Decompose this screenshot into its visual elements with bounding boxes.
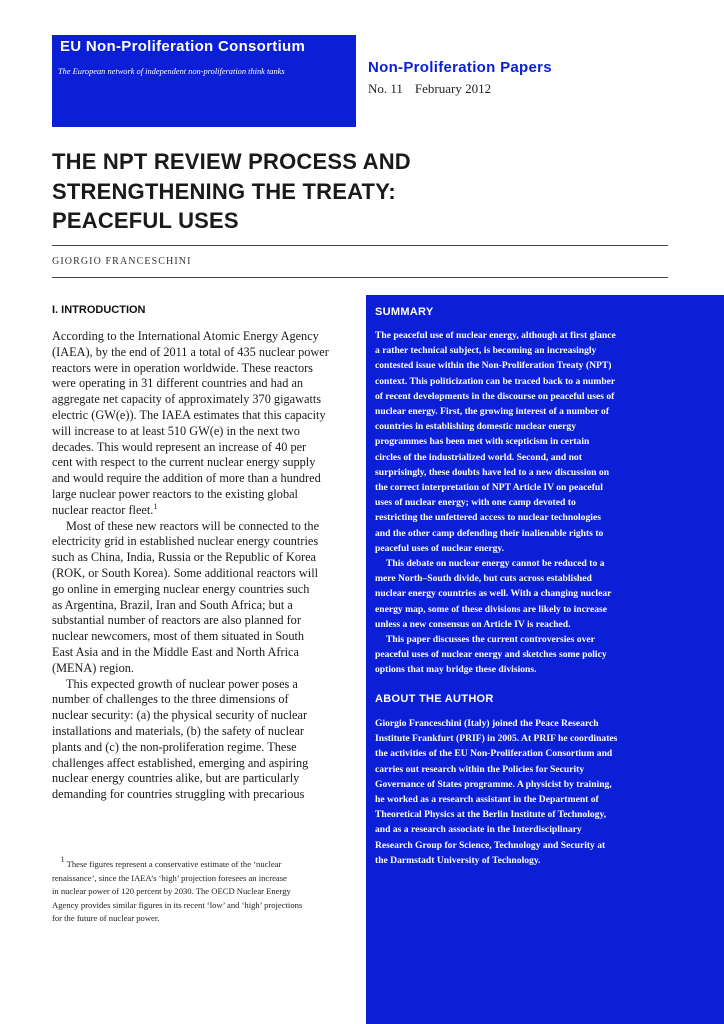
body-line: challenges affect established, emerging and aspiring xyxy=(52,755,309,770)
summary-line: uses of nuclear energy; with one camp devoted to xyxy=(375,497,576,509)
introduction-body xyxy=(52,329,352,803)
body-line: installations and materials, (b) the safety of nuclear xyxy=(52,723,304,738)
body-line: aggregate net capacity of approximately 370 gigawatts xyxy=(52,392,322,407)
series-title: Non-Proliferation Papers xyxy=(368,59,552,76)
footnote-line: for the future of nuclear power. xyxy=(52,913,160,924)
summary-line: of recent developments in the discourse on peaceful uses of xyxy=(375,390,615,402)
body-line: cent with respect to the current nuclear energy supply xyxy=(52,455,316,470)
summary-line: peaceful uses of nuclear energy. xyxy=(375,542,505,554)
body-line: and would require the addition of more than a hundred xyxy=(52,471,321,486)
about-line: Giorgio Franceschini (Italy) joined the Peace Research xyxy=(375,718,599,729)
title-line: STRENGTHENING THE TREATY: xyxy=(52,178,396,204)
summary-heading: SUMMARY xyxy=(375,306,434,318)
body-line: will increase to at least 510 GW(e) in the next two xyxy=(52,423,300,438)
summary-line: energy map, some of these divisions are likely to increase xyxy=(375,603,608,615)
body-line: go online in emerging nuclear energy countries such xyxy=(52,581,310,596)
body-line: (MENA) region. xyxy=(52,660,134,675)
about-author-heading: ABOUT THE AUTHOR xyxy=(375,693,494,705)
body-line: nuclear security: (a) the physical security of nuclear xyxy=(52,708,308,723)
title-line: PEACEFUL USES xyxy=(52,208,239,233)
summary-line: The peaceful use of nuclear energy, although at first glance xyxy=(375,330,616,341)
summary-line: This debate on nuclear energy cannot be reduced to a xyxy=(386,558,605,570)
about-line: Theoretical Physics at the Berlin Institute of Technology, xyxy=(375,809,607,821)
footnote-reference: 1 xyxy=(153,501,158,511)
footnote-line: Agency provides similar figures in its recent ‘low’ and ‘high’ projections xyxy=(52,899,303,910)
summary-line: context. This politicization can be traced back to a number xyxy=(375,375,616,387)
consortium-name: EU Non-Proliferation Consortium xyxy=(60,38,306,55)
footnote-line xyxy=(52,855,352,872)
summary-line: programmes has been met with scepticism in certain xyxy=(375,436,590,448)
body-line: According to the International Atomic Energy Agency xyxy=(52,329,319,343)
summary-line: the correct interpretation of NPT Article IV on peaceful xyxy=(375,482,603,494)
summary-line: contested issue within the Non-Proliferation Treaty (NPT) xyxy=(375,360,612,372)
summary-line: nuclear energy. First, the growing interest of a number of xyxy=(375,406,610,418)
body-line: were operating in 31 different countries and had an xyxy=(52,376,304,391)
body-line: nuclear energy countries alike, but are particularly xyxy=(52,771,300,786)
summary-line: nuclear energy countries as well. With a changing nuclear xyxy=(375,588,612,600)
summary-panel xyxy=(366,295,724,1024)
summary-body xyxy=(375,328,715,678)
summary-line: peaceful uses of nuclear energy and sketches some policy xyxy=(375,649,607,661)
about-line: carries out research within the Policies for Security xyxy=(375,763,585,775)
body-line: Most of these new reactors will be connected to the xyxy=(66,518,320,533)
summary-line: circles of the industrialized world. Second, and not xyxy=(375,451,582,463)
body-line: such as China, India, Russia or the Republic of Korea xyxy=(52,550,316,565)
summary-line: and the other camp defending their inalienable rights to xyxy=(375,527,604,539)
author-name: GIORGIO FRANCESCHINI xyxy=(52,256,192,267)
consortium-tagline: The European network of independent non-proliferation think tanks xyxy=(58,67,285,76)
body-line: nuclear newcomers, most of them situated in South xyxy=(52,629,305,644)
body-line: (IAEA), by the end of 2011 a total of 435 nuclear power xyxy=(52,344,329,359)
body-line: East Asia and in the Middle East and North Africa xyxy=(52,644,299,659)
footnote-line: renaissance’, since the IAEA’s ‘high’ projection foresees an increase xyxy=(52,872,287,883)
divider-rule xyxy=(52,245,668,246)
about-line: he worked as a research assistant in the Department of xyxy=(375,794,599,806)
about-author-body xyxy=(375,716,715,868)
divider-rule xyxy=(52,277,668,278)
body-line-text: nuclear reactor fleet. xyxy=(52,502,154,517)
consortium-header-block xyxy=(52,35,356,127)
footnote-line: in nuclear power of 120 percent by 2030. The OECD Nuclear Energy xyxy=(52,886,291,897)
summary-line: countries in establishing domestic nuclear energy xyxy=(375,421,577,433)
footnote xyxy=(52,855,352,926)
document-title xyxy=(52,147,652,236)
title-line: THE NPT REVIEW PROCESS AND xyxy=(52,149,411,174)
body-line: (ROK, or South Korea). Some additional reactors will xyxy=(52,565,319,580)
summary-line: unless a new consensus on Article IV is reached. xyxy=(375,618,571,630)
body-line: plants and (c) the non-proliferation regime. These xyxy=(52,739,297,754)
body-line xyxy=(52,503,352,519)
about-line: the activities of the EU Non-Proliferation Consortium and xyxy=(375,748,613,760)
summary-line: mere North–South divide, but cuts across established xyxy=(375,573,592,585)
body-line: number of challenges to the three dimensions of xyxy=(52,692,289,707)
summary-line: surprisingly, these doubts have led to a new discussion on xyxy=(375,466,610,478)
section-heading: I. INTRODUCTION xyxy=(52,304,146,316)
summary-line: a rather technical subject, is becoming an increasingly xyxy=(375,345,597,357)
body-line: decades. This would represent an increase of 40 per xyxy=(52,439,307,454)
issue-info xyxy=(368,81,491,97)
about-line: Institute Frankfurt (PRIF) in 2005. At PRIF he coordinates xyxy=(375,733,618,745)
about-line: Research Group for Science, Technology and Security at xyxy=(375,839,606,851)
footnote-number: 1 xyxy=(60,855,65,864)
summary-line: This paper discusses the current controversies over xyxy=(386,634,595,646)
body-line: demanding for countries struggling with precarious xyxy=(52,787,305,802)
body-line: electric (GW(e)). The IAEA estimates that this capacity xyxy=(52,407,326,422)
summary-line: restricting the unfettered access to nuclear technologies xyxy=(375,512,601,524)
about-line: and as a research associate in the Interdisciplinary xyxy=(375,824,582,836)
footnote-line-text: These figures represent a conservative estimate of the ‘nuclear xyxy=(66,859,282,869)
about-line: Governance of States programme. A physicist by training, xyxy=(375,778,612,790)
body-line: This expected growth of nuclear power poses a xyxy=(66,676,298,691)
issue-date: February 2012 xyxy=(414,81,492,96)
body-line: substantial number of reactors are also planned for xyxy=(52,613,301,628)
summary-line: options that may bridge these divisions. xyxy=(375,664,537,676)
body-line: large nuclear power reactors to the existing global xyxy=(52,486,298,501)
body-line: electricity grid in established nuclear energy countries xyxy=(52,534,319,549)
body-line: reactors were in operation worldwide. These reactors xyxy=(52,360,313,375)
issue-number: No. 11 xyxy=(368,81,403,96)
body-line: as Argentina, Brazil, Iran and South Africa; but a xyxy=(52,597,293,612)
about-line: the Darmstadt University of Technology. xyxy=(375,854,541,866)
